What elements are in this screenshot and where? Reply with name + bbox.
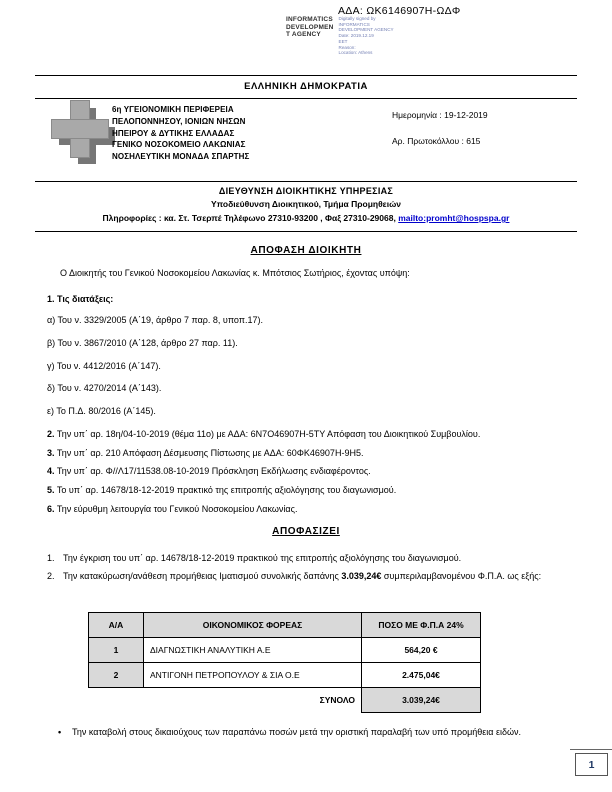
protocol-line: Αρ. Πρωτοκόλλου : 615 [392,136,481,146]
header-divider [35,181,577,182]
total-label: ΣΥΝΟΛΟ [89,688,362,713]
list-item: 3. Την υπ΄ αρ. 210 Απόφαση Δέσμευσης Πίστωσης με ΑΔΑ: 60ΦΚ46907Η-9Η5. [47,447,364,458]
email-link[interactable]: mailto:promht@hospspa.gr [398,213,510,223]
meta-block [392,110,488,146]
col-header-index: Α/Α [89,613,144,638]
department-divider [35,231,577,232]
footer-divider [570,749,612,750]
total-value: 3.039,24€ [362,688,481,713]
decides-list [47,552,574,588]
table-total-row [89,688,481,713]
list-item: 2. Την υπ΄ αρ. 18η/04-10-2019 (θέμα 11ο) με ΑΔΑ: 6Ν7Ο46907Η-5ΤΥ Απόφαση του Διοικητικού Συμβουλίου. [47,428,481,439]
list-item: 6. Την εύρυθμη λειτουργία του Γενικού Νοσοκομείου Λακωνίας. [47,503,298,514]
org-line: ΓΕΝΙΚΟ ΝΟΣΟΚΟΜΕΙΟ ΛΑΚΩΝΙΑΣ [112,140,246,150]
contact-info [0,213,612,223]
bullet-icon: • [58,727,62,737]
award-table [88,612,481,713]
org-line: ΝΟΣΗΛΕΥΤΙΚΗ ΜΟΝΑΔΑ ΣΠΑΡΤΗΣ [112,152,250,162]
informatics-agency-text: INFORMATICS DEVELOPMEN T AGENCY [286,16,334,39]
org-line: ΠΕΛΟΠΟΝΝΗΣΟΥ, ΙΟΝΙΩΝ ΝΗΣΩΝ [112,116,246,126]
ada-code: ΑΔΑ: ΩΚ6146907Η-ΩΔΦ [338,5,461,17]
org-line: 6η ΥΓΕΙΟΝΟΜΙΚΗ ΠΕΡΙΦΕΡΕΙΑ [112,105,234,114]
list-item: 4. Την υπ΄ αρ. Φ//Λ17/11538.08-10-2019 Πρόσκληση Εκδήλωσης ενδιαφέροντος. [47,466,371,477]
department-block [0,186,612,223]
col-header-amount: ΠΟΣΟ ΜΕ Φ.Π.Α 24% [362,613,481,638]
provision-item: ε) Το Π.Δ. 80/2016 (Α΄145). [47,406,156,417]
department-subtitle: Υποδιεύθυνση Διοικητικού, Τμήμα Προμηθειών [210,199,401,209]
organization-block [112,104,249,163]
decision-intro: Ο Διοικητής του Γενικού Νοσοκομείου Λακωνίας κ. Μπότσιος Σωτήριος, έχοντας υπόψη: [60,268,410,278]
delivery-note [58,726,574,740]
date-line: Ημερομηνία : 19-12-2019 [392,110,488,120]
org-line: ΗΠΕΙΡΟΥ & ΔΥΤΙΚΗΣ ΕΛΛΑΔΑΣ [112,128,235,138]
list-item: 1. Τις διατάξεις: [47,293,114,304]
decision-body [47,268,574,522]
digital-signature-stamp [286,16,394,56]
department-title: ΔΙΕΥΘΥΝΣΗ ΔΙΟΙΚΗΤΙΚΗΣ ΥΠΗΡΕΣΙΑΣ [218,186,394,196]
decides-item: 1. Την έγκριση του υπ΄ αρ. 14678/18-12-2019 πρακτικού της επιτροπής αξιολόγησης του διαγωνισμού. [47,553,462,563]
signature-details-text: Digitally signed by INFORMATICS DEVELOPMENT AGENCY Date: 2019.12.19 EET Reason: Location: Athens [338,16,394,56]
table-header-row [89,613,481,638]
decides-item: 2. Την κατακύρωση/ανάθεση προμήθειας Ιματισμού συνολικής δαπάνης 3.039,24€ συμπεριλαμβανομένου Φ.Π.Α. ως εξής: [47,571,542,582]
provision-item: α) Του ν. 3329/2005 (Α΄19, άρθρο 7 παρ. 8, υποπ.17). [47,315,263,326]
health-cross-icon [52,101,116,165]
provision-item: β) Του ν. 3867/2010 (Α΄128, άρθρο 27 παρ. 11). [47,338,238,349]
provision-item: δ) Του ν. 4270/2014 (Α΄143). [47,383,162,394]
table-row: 2 ΑΝΤΙΓΟΝΗ ΠΕΤΡΟΠΟΥΛΟΥ & ΣΙΑ Ο.Ε 2.475,04€ [89,663,481,688]
decision-title: ΑΠΟΦΑΣΗ ΔΙΟΙΚΗΤΗ [250,245,362,256]
cross-front [52,101,108,157]
table-row: 1 ΔΙΑΓΝΩΣΤΙΚΗ ΑΝΑΛΥΤΙΚΗ Α.Ε 564,20 € [89,638,481,663]
delivery-note-text: Την καταβολή στους δικαιούχους των παραπάνω ποσών μετά την οριστική παραλαβή των υπό προμήθεια ειδών. [72,727,522,737]
list-item: 5. Το υπ΄ αρ. 14678/18-12-2019 πρακτικό της επιτροπής αξιολόγησης του διαγωνισμού. [47,484,397,495]
republic-header: ΕΛΛΗΝΙΚΗ ΔΗΜΟΚΡΑΤΙΑ [35,75,577,99]
page-number: 1 [588,758,595,771]
page-number-box [575,753,608,776]
col-header-vendor: ΟΙΚΟΝΟΜΙΚΟΣ ΦΟΡΕΑΣ [144,613,362,638]
total-amount-inline: 3.039,24€ [341,571,382,582]
decides-title: ΑΠΟΦΑΣΙΖΕΙ [272,526,340,537]
contact-info-text: Πληροφορίες : κα. Στ. Τσερπέ Τηλέφωνο 27310-93200 , Φαξ 27310-29068, [102,213,399,223]
provision-item: γ) Του ν. 4412/2016 (Α΄147). [47,360,161,371]
